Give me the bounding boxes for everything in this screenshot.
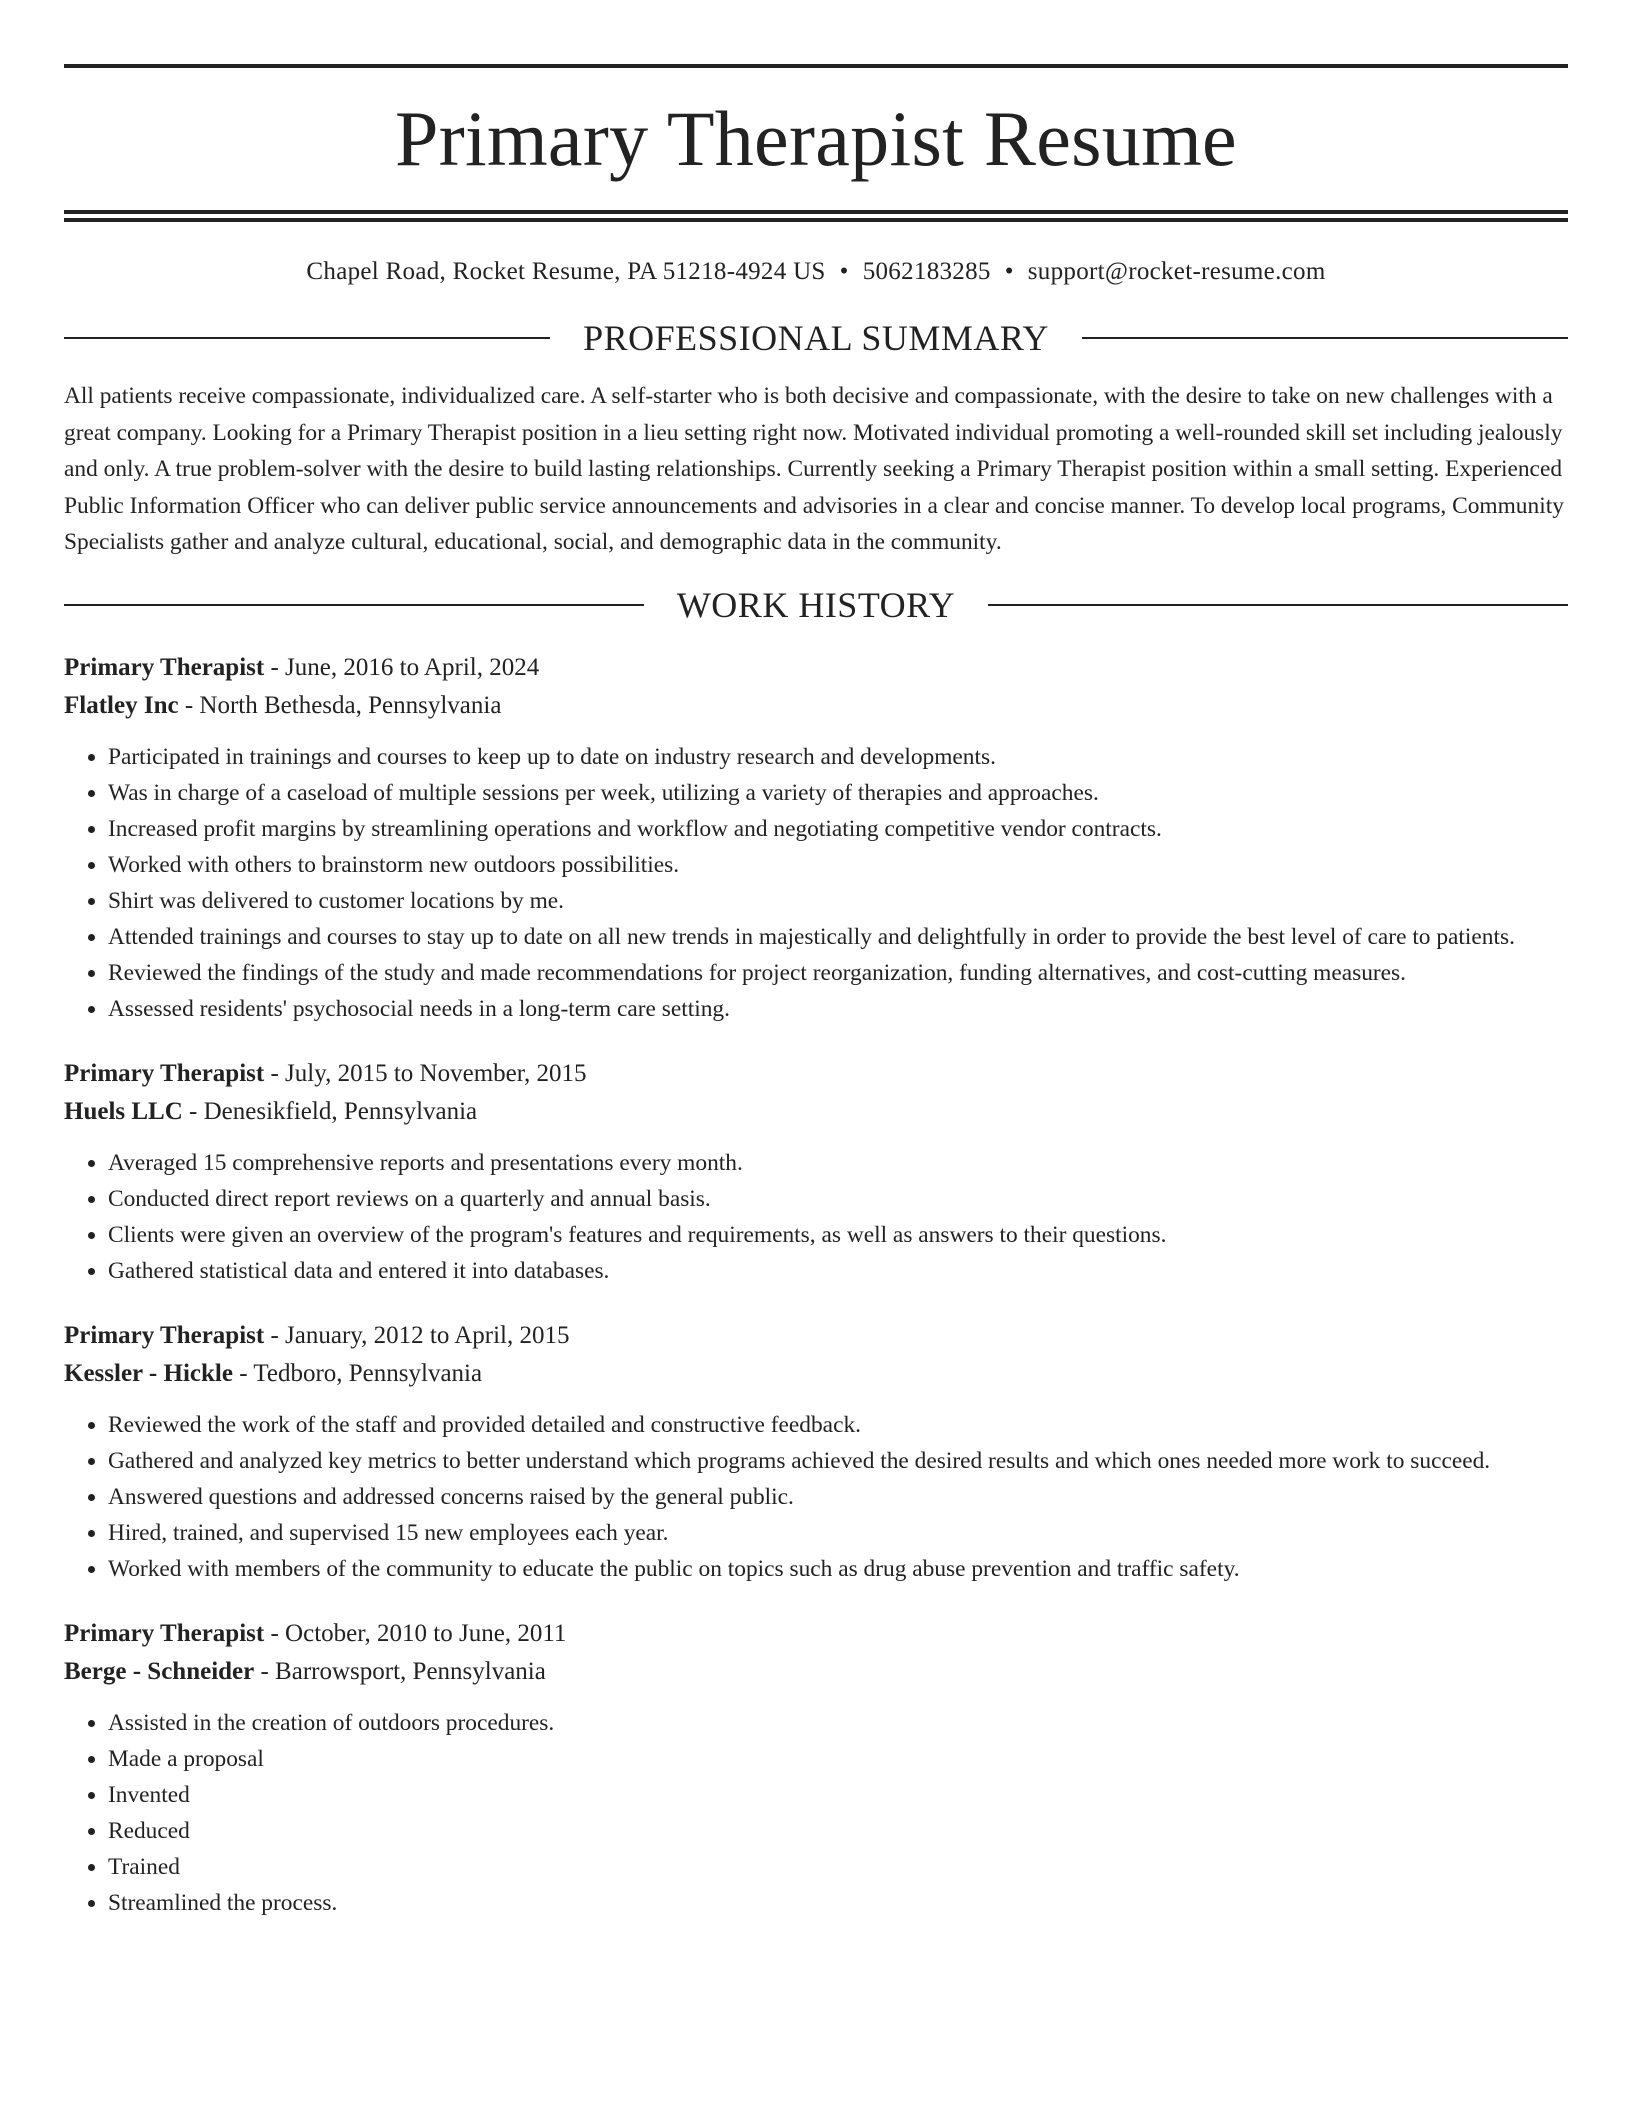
job-title-line <box>64 1055 1568 1093</box>
job-title: Primary Therapist <box>64 1619 265 1647</box>
summary-heading <box>64 320 1568 356</box>
duty-item: • Was in charge of a caseload of multiple sessions per week, utilizing a variety of therapies and approaches. <box>108 775 1568 811</box>
job-company: Huels LLC <box>64 1097 183 1125</box>
top-rule <box>64 64 1568 68</box>
duty-item: • Made a proposal <box>108 1741 1568 1777</box>
page-title: Primary Therapist Resume <box>395 95 1237 182</box>
duty-item: • Participated in trainings and courses to keep up to date on industry research and developments. <box>108 739 1568 775</box>
job-company-line <box>64 1093 1568 1131</box>
duty-item: • Streamlined the process. <box>108 1885 1568 1921</box>
job-title: Primary Therapist <box>64 1059 265 1087</box>
title-double-rule <box>64 210 1568 222</box>
job-title: Primary Therapist <box>64 653 265 681</box>
job-company: Kessler - Hickle <box>64 1359 233 1387</box>
job-company-line <box>64 1653 1568 1691</box>
duty-item: • Invented <box>108 1777 1568 1813</box>
duty-list <box>64 1145 1568 1289</box>
job-title: Primary Therapist <box>64 1321 265 1349</box>
heading-rule-right <box>988 604 1568 606</box>
duty-list <box>64 739 1568 1027</box>
duty-item: • Reduced <box>108 1813 1568 1849</box>
job-dates: - June, 2016 to April, 2024 <box>264 653 540 681</box>
summary-text: All patients receive compassionate, individualized care. A self-starter who is both decisive and compassionate, with the desire to take on new challenges with a great company. Looking for a Primary Therapist position in a lieu setting right now. Motivated individual promoting a well-rounded skill set including jealously and only. A true problem-solver with the desire to build lasting relationships. Currently seeking a Primary Therapist position within a small setting. Experienced Public Information Officer who can deliver public service announcements and advisories in a clear and concise manner. To develop local programs, Community Specialists gather and analyze cultural, educational, social, and demographic data in the community. <box>64 383 1564 555</box>
heading-rule-left <box>64 604 644 606</box>
job-entry <box>64 649 1568 1027</box>
work-history-heading-text: WORK HISTORY <box>676 584 956 625</box>
job-title-line <box>64 649 1568 687</box>
heading-rule-right <box>1082 337 1568 339</box>
summary-heading-text: PROFESSIONAL SUMMARY <box>583 318 1049 358</box>
contact-separator: • <box>1004 258 1014 285</box>
duty-item: • Worked with members of the community to educate the public on topics such as drug abuse prevention and traffic safety. <box>108 1551 1568 1587</box>
duty-item: • Gathered statistical data and entered it into databases. <box>108 1253 1568 1289</box>
duty-item: • Worked with others to brainstorm new outdoors possibilities. <box>108 847 1568 883</box>
resume-page <box>64 64 1568 1921</box>
job-dates: - January, 2012 to April, 2015 <box>264 1321 570 1349</box>
job-location: - Barrowsport, Pennsylvania <box>254 1657 546 1685</box>
contact-address: Chapel Road, Rocket Resume, PA 51218-4924 US <box>306 258 826 285</box>
duty-list <box>64 1705 1568 1921</box>
job-company-line <box>64 687 1568 725</box>
duty-item: • Increased profit margins by streamlining operations and workflow and negotiating competitive vendor contracts. <box>108 811 1568 847</box>
duty-item: • Hired, trained, and supervised 15 new employees each year. <box>108 1515 1568 1551</box>
job-location: - Tedboro, Pennsylvania <box>232 1359 483 1387</box>
job-entry <box>64 1615 1568 1921</box>
duty-item: • Assisted in the creation of outdoors procedures. <box>108 1705 1568 1741</box>
contact-phone: 5062183285 <box>862 258 991 285</box>
contact-line <box>64 258 1568 286</box>
work-history-heading <box>64 584 1568 625</box>
duty-item: • Answered questions and addressed concerns raised by the general public. <box>108 1479 1568 1515</box>
job-title-line <box>64 1317 1568 1355</box>
job-company: Berge - Schneider <box>64 1657 255 1685</box>
duty-item: • Shirt was delivered to customer locations by me. <box>108 883 1568 919</box>
job-company: Flatley Inc <box>64 691 179 719</box>
job-location: - North Bethesda, Pennsylvania <box>178 691 502 719</box>
job-dates: - July, 2015 to November, 2015 <box>264 1059 587 1087</box>
duty-item: • Averaged 15 comprehensive reports and presentations every month. <box>108 1145 1568 1181</box>
job-entry <box>64 1317 1568 1587</box>
contact-separator: • <box>839 258 849 285</box>
contact-email: support@rocket-resume.com <box>1027 258 1326 285</box>
duty-item: • Trained <box>108 1849 1568 1885</box>
duty-item: • Clients were given an overview of the program's features and requirements, as well as answers to their questions. <box>108 1217 1568 1253</box>
job-company-line <box>64 1355 1568 1393</box>
job-entry <box>64 1055 1568 1289</box>
duty-item: • Gathered and analyzed key metrics to better understand which programs achieved the desired results and which ones needed more work to succeed. <box>108 1443 1568 1479</box>
heading-rule-left <box>64 337 550 339</box>
duty-item: • Conducted direct report reviews on a quarterly and annual basis. <box>108 1181 1568 1217</box>
duty-item: • Attended trainings and courses to stay up to date on all new trends in majestically and delightfully in order to provide the best level of care to patients. <box>108 919 1568 955</box>
duty-item: • Reviewed the findings of the study and made recommendations for project reorganization, funding alternatives, and cost-cutting measures. <box>108 955 1568 991</box>
job-dates: - October, 2010 to June, 2011 <box>264 1619 567 1647</box>
duty-item: • Assessed residents' psychosocial needs in a long-term care setting. <box>108 991 1568 1027</box>
duty-list <box>64 1407 1568 1587</box>
job-title-line <box>64 1615 1568 1653</box>
job-location: - Denesikfield, Pennsylvania <box>182 1097 478 1125</box>
duty-item: • Reviewed the work of the staff and provided detailed and constructive feedback. <box>108 1407 1568 1443</box>
